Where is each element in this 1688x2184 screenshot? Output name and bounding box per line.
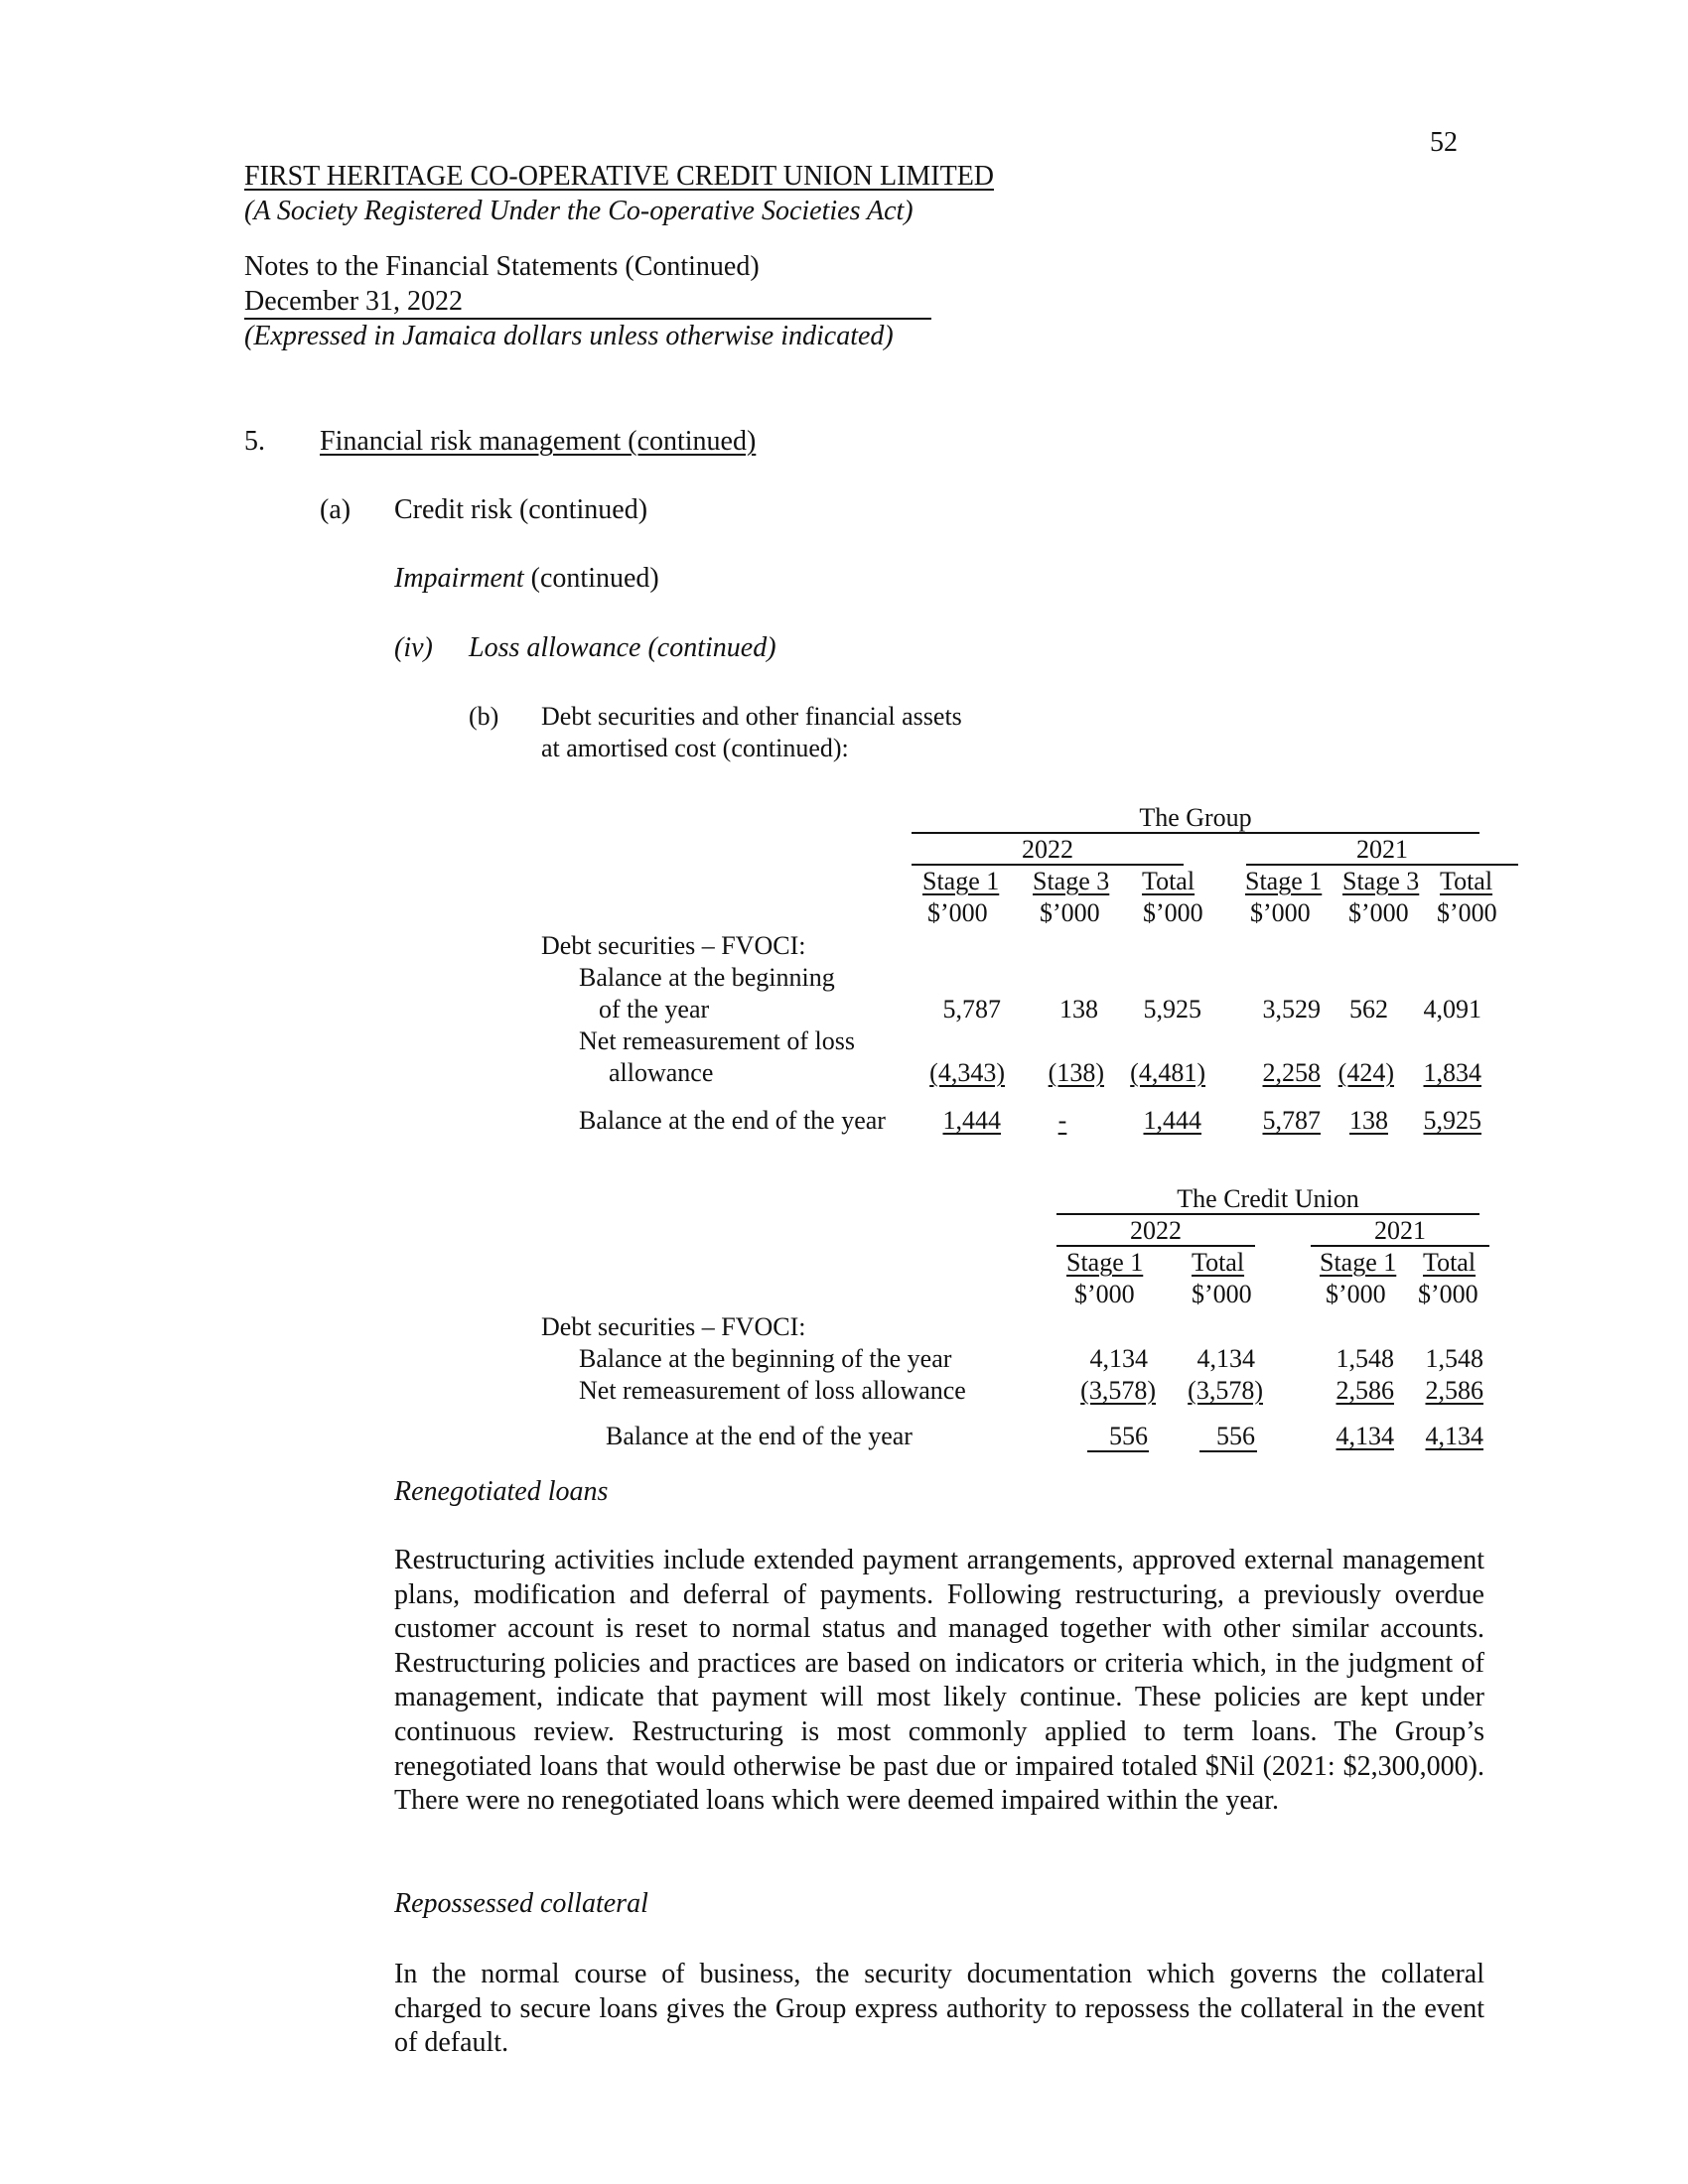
- cu-cell: 1,548: [1336, 1344, 1394, 1373]
- renegotiated-heading: Renegotiated loans: [394, 1476, 609, 1507]
- cu-section-label: Debt securities – FVOCI:: [541, 1312, 806, 1341]
- group-cell: 2,258: [1262, 1058, 1321, 1087]
- group-col-unit: $’000: [1040, 898, 1100, 927]
- group-cell: (138): [1048, 1058, 1104, 1087]
- item-label: (iv): [394, 632, 433, 663]
- cu-row-label: Balance at the end of the year: [606, 1422, 913, 1450]
- cu-row-label: Balance at the beginning of the year: [579, 1344, 952, 1373]
- group-title-rule: [912, 832, 1479, 834]
- cu-col-unit: $’000: [1074, 1280, 1135, 1308]
- repossessed-paragraph: In the normal course of business, the security documentation which governs the collateral charged to secure loans gives the Group express authority to repossess the collateral in the event of default.: [394, 1959, 1484, 2059]
- group-cell: 5,787: [942, 995, 1001, 1024]
- cu-cell: 2,586: [1336, 1376, 1394, 1405]
- group-cell: 138: [1349, 1106, 1388, 1135]
- cu-year-2021: 2021: [1374, 1216, 1426, 1245]
- group-cell: 5,925: [1143, 995, 1201, 1024]
- cu-col-header: Stage 1: [1066, 1248, 1144, 1277]
- cu-col-unit: $’000: [1418, 1280, 1478, 1308]
- cu-col-unit: $’000: [1192, 1280, 1252, 1308]
- group-col-header: Stage 1: [1245, 867, 1323, 895]
- cu-total-underline: [1087, 1450, 1149, 1452]
- group-cell: 138: [1059, 995, 1098, 1024]
- cu-cell: 556: [1109, 1422, 1148, 1450]
- cu-2021-rule: [1311, 1245, 1489, 1247]
- group-col-unit: $’000: [1348, 898, 1409, 927]
- cu-row-label: Net remeasurement of loss allowance: [579, 1376, 966, 1405]
- group-col-header: Stage 3: [1033, 867, 1110, 895]
- company-subtitle: (A Society Registered Under the Co-operative Societies Act): [244, 196, 914, 226]
- renegotiated-paragraph: Restructuring activities include extended payment arrangements, approved external management plans, modification and deferral of payments. Following restructuring, a previously overdue customer account is reset to normal status and managed together with other similar accounts. Restructuring policies and practices are based on indicators or criteria which, in the judgment of management, indicate that payment will most likely continue. These policies are kept under continuous review. Restructuring is most commonly applied to term loans. The Group’s renegotiated loans that would otherwise be past due or impaired totaled $Nil (2021: $2,300,000). There were no renegotiated loans which were deemed impaired within the year.: [394, 1545, 1484, 1817]
- item-title: Loss allowance (continued): [469, 632, 776, 663]
- group-table-title: The Group: [1139, 803, 1252, 832]
- group-cell: 4,091: [1423, 995, 1481, 1024]
- group-cell: (424): [1337, 1058, 1394, 1087]
- part-title-line1: Debt securities and other financial assets: [541, 702, 962, 731]
- group-2022-rule: [912, 864, 1184, 866]
- group-col-header: Stage 3: [1342, 867, 1420, 895]
- group-cell: (4,343): [929, 1058, 1005, 1087]
- cu-cell: (3,578): [1080, 1376, 1156, 1405]
- cu-col-header: Total: [1192, 1248, 1245, 1277]
- impairment-italic: Impairment: [394, 563, 524, 594]
- group-col-unit: $’000: [1437, 898, 1497, 927]
- group-col-unit: $’000: [1143, 898, 1203, 927]
- group-col-unit: $’000: [1250, 898, 1311, 927]
- repossessed-heading: Repossessed collateral: [394, 1888, 648, 1919]
- group-cell: 1,444: [1143, 1106, 1201, 1135]
- cu-2022-rule: [1056, 1245, 1255, 1247]
- group-row-label: of the year: [599, 995, 710, 1024]
- group-cell: 1,834: [1423, 1058, 1481, 1087]
- currency-note: (Expressed in Jamaica dollars unless otherwise indicated): [244, 321, 894, 351]
- impairment-continued: (continued): [523, 563, 659, 594]
- notes-title: Notes to the Financial Statements (Continued): [244, 251, 760, 282]
- part-label: (b): [469, 702, 499, 731]
- group-row-label: allowance: [609, 1058, 714, 1087]
- group-year-2021: 2021: [1356, 835, 1408, 864]
- cu-title-rule: [1056, 1213, 1479, 1215]
- cu-cell: (3,578): [1188, 1376, 1263, 1405]
- cu-cell: 2,586: [1425, 1376, 1483, 1405]
- cu-cell: 556: [1216, 1422, 1255, 1450]
- group-cell: 5,925: [1423, 1106, 1481, 1135]
- group-section-label: Debt securities – FVOCI:: [541, 931, 806, 960]
- section-number: 5.: [244, 426, 265, 457]
- impairment-heading: [394, 565, 659, 593]
- group-cell: (4,481): [1130, 1058, 1205, 1087]
- page-number: 52: [1430, 127, 1458, 158]
- cu-cell: 4,134: [1196, 1344, 1255, 1373]
- cu-col-header: Stage 1: [1320, 1248, 1397, 1277]
- group-cell: 1,444: [942, 1106, 1001, 1135]
- group-cell: 5,787: [1262, 1106, 1321, 1135]
- section-title: Financial risk management (continued): [320, 426, 757, 457]
- date-rule: [244, 318, 931, 320]
- subsection-title: Credit risk (continued): [394, 494, 648, 525]
- part-title-line2: at amortised cost (continued):: [541, 734, 849, 762]
- group-col-header: Stage 1: [922, 867, 1000, 895]
- statement-date: December 31, 2022: [244, 286, 464, 317]
- cu-col-header: Total: [1423, 1248, 1477, 1277]
- cu-table-title: The Credit Union: [1177, 1184, 1359, 1213]
- subsection-label: (a): [320, 494, 352, 525]
- group-col-unit: $’000: [927, 898, 988, 927]
- group-cell: 3,529: [1262, 995, 1321, 1024]
- cu-cell: 1,548: [1425, 1344, 1483, 1373]
- cu-total-underline: [1199, 1450, 1257, 1452]
- group-2021-rule: [1246, 864, 1518, 866]
- company-name: FIRST HERITAGE CO-OPERATIVE CREDIT UNION LIMITED: [244, 161, 995, 192]
- group-year-2022: 2022: [1022, 835, 1073, 864]
- group-col-header: Total: [1142, 867, 1196, 895]
- cu-col-unit: $’000: [1326, 1280, 1386, 1308]
- group-row-label: Net remeasurement of loss: [579, 1026, 855, 1055]
- cu-year-2022: 2022: [1130, 1216, 1182, 1245]
- cu-cell: 4,134: [1336, 1422, 1394, 1450]
- cu-cell: 4,134: [1425, 1422, 1483, 1450]
- group-cell: -: [1057, 1106, 1067, 1135]
- group-cell: 562: [1349, 995, 1388, 1024]
- group-col-header: Total: [1440, 867, 1493, 895]
- group-row-label: Balance at the beginning: [579, 963, 835, 992]
- cu-cell: 4,134: [1089, 1344, 1148, 1373]
- group-row-label: Balance at the end of the year: [579, 1106, 886, 1135]
